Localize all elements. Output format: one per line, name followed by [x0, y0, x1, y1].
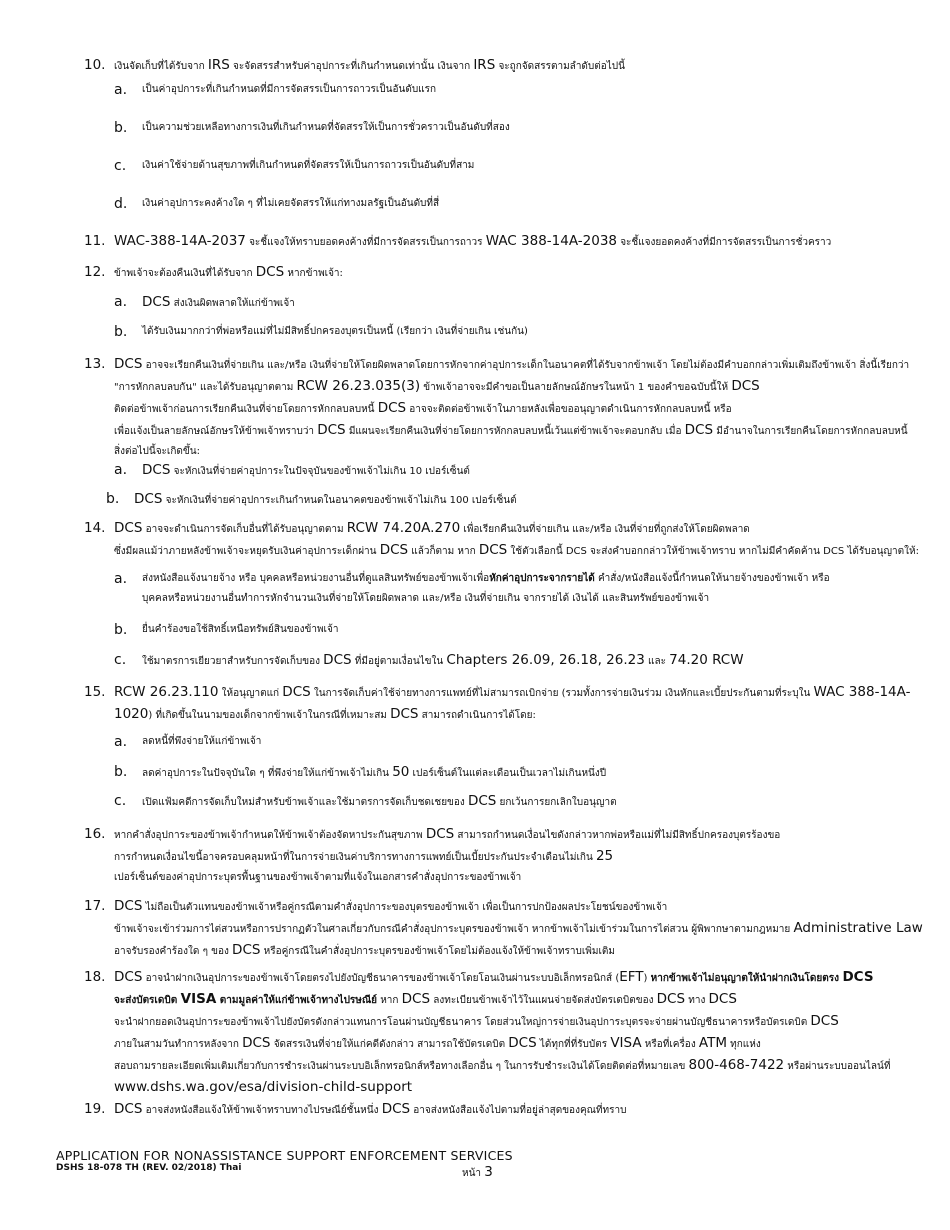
text-run: "การหักกลบลบกัน" และได้รับอนุญาตตาม [114, 382, 297, 393]
sub-item-body [142, 292, 904, 314]
text-run: จะถูกจัดสรรตามลำดับต่อไปนี้ [495, 61, 625, 72]
text-run: สามารถกำหนดเงื่อนไขดังกล่าวหากพ่อหรือแม่ที่ไม่มีสิทธิ์ปกครองบุตรร้องขอ [454, 830, 781, 841]
text-line [114, 1011, 904, 1033]
item-body [114, 1099, 904, 1121]
text-run: ในการจัดเก็บค่าใช้จ่ายทางการแพทย์ที่ไม่สามารถเบิกจ่าย (รวมทั้งการจ่ายเงินร่วม เงินหักและเบี้ยประกันตามที่ระบุใน [310, 688, 814, 699]
sub-item-body [142, 732, 904, 752]
text-run: หรือคู่กรณีในคำสั่งอุปการะบุตรของข้าพเจ้าโดยไม่ต้องแจ้งให้ข้าพเจ้าทราบเพิ่มเติม [260, 946, 615, 957]
text-run: หรือที่เครื่อง [641, 1039, 699, 1050]
latin-text-run: DCS [381, 1101, 411, 1117]
sub-item-body [142, 762, 904, 784]
item-10 [84, 55, 904, 77]
latin-text-run: DCS [142, 294, 171, 310]
text-run: ติดต่อข้าพเจ้าก่อนการเรียกคืนเงินที่จ่ายโดยการหักกลบลบหนี้ [114, 404, 378, 415]
text-line [142, 292, 904, 314]
text-run: ทุกแห่ง [726, 1039, 761, 1050]
text-line [142, 156, 904, 176]
sub-item [114, 569, 904, 609]
item-12 [84, 262, 904, 284]
latin-text-run: RCW 26.23.110 [114, 684, 219, 700]
sub-item [114, 791, 904, 813]
text-run: ภายในสามวันทำการหลังจาก [114, 1039, 243, 1050]
text-run: เงินค่าใช้จ่ายด้านสุขภาพที่เกินกำหนดที่จัดสรรให้เป็นการถาวรเป็นอันดับที่สาม [142, 160, 475, 171]
sub-item-letter: a. [114, 462, 128, 478]
sub-item-body [142, 118, 904, 138]
text-run: เป็นความช่วยเหลือทางการเงินที่เกินกำหนดที่จัดสรรให้เป็นการชั่วคราวเป็นอันดับที่สอง [142, 122, 510, 133]
latin-text-run: DCS [708, 991, 737, 1007]
sub-item-letter: c. [114, 652, 127, 668]
text-run: เปอร์เซ็นต์ในแต่ละเดือนเป็นเวลาไม่เกินหนึ่งปี [409, 768, 607, 779]
text-line [142, 589, 904, 609]
latin-text-run: DCS [425, 826, 455, 842]
latin-text-run: DCS [656, 991, 686, 1007]
text-run: คำสั่ง/หนังสือแจ้งนี้กำหนดให้นายจ้างของข้าพเจ้า หรือ [594, 573, 830, 584]
item-body [114, 824, 904, 888]
text-line [114, 682, 911, 704]
latin-text-run: DCS [114, 520, 143, 536]
text-run: อาจส่งหนังสือแจ้งไปตามที่อยู่ล่าสุดของคุณที่ทราบ [410, 1105, 627, 1116]
bold-text-run: หากข้าพเจ้าไม่อนุญาตให้นำฝากเงินโดยตรง [650, 973, 843, 984]
item-19 [84, 1099, 904, 1121]
latin-text-run: DCS [114, 898, 143, 914]
latin-text-run: IRS [207, 57, 230, 73]
latin-text-run: EFT [619, 969, 644, 985]
text-run: ลดค่าอุปการะในปัจจุบันใด ๆ ที่พึงจ่ายให้แก่ข้าพเจ้าไม่เกิน [142, 768, 393, 779]
text-run: ข้าพเจ้าจะเข้าร่วมการไต่สวนหรือการปรากฏตัวในศาลเกี่ยวกับกรณีคำสั่งอุปการะบุตรของข้าพเจ้า หากข้าพเจ้าไม่เข้าร่วมในการไต่สวน ผู้พิพากษาตามกฎหมาย [114, 924, 794, 935]
text-run: จะหักเงินที่จ่ายค่าอุปการะเกินกำหนดในอนาคตของข้าพเจ้าไม่เกิน 100 เปอร์เซ็นต์ [162, 495, 517, 506]
sub-item-letter: b. [114, 324, 128, 340]
text-run: อาจรับรองคำร้องใด ๆ ของ [114, 946, 233, 957]
text-run: ที่มีอยู่ตามเงื่อนไขใน [351, 656, 447, 667]
latin-text-run: RCW 26.23.035(3) [296, 378, 421, 394]
text-run: ) [643, 973, 651, 984]
text-run: ได้ทุกที่ที่รับบัตร [536, 1039, 611, 1050]
sub-item-letter: b. [114, 622, 128, 638]
text-line [142, 791, 904, 813]
item-11 [84, 231, 904, 253]
text-run: ลงทะเบียนข้าพเจ้าไว้ในแผนจ่ายจัดส่งบัตรเดบิตของ [430, 995, 657, 1006]
latin-text-run: DCS [114, 1101, 143, 1117]
latin-text-run: 50 [392, 764, 410, 780]
sub-item-letter: b. [114, 120, 128, 136]
latin-text-run: www.dshs.wa.gov/esa/division-child-support [114, 1079, 413, 1095]
item-body [114, 354, 910, 462]
text-run: เพื่อเรียกคืนเงินที่จ่ายเกิน และ/หรือ เงินที่จ่ายที่ถูกส่งให้โดยผิดพลาด [460, 524, 750, 535]
text-line [114, 420, 908, 442]
item-body [114, 682, 911, 726]
text-run: เป็นค่าอุปการะที่เกินกำหนดที่มีการจัดสรรเป็นการถาวรเป็นอันดับแรก [142, 84, 437, 95]
sub-item-letter: d. [114, 196, 128, 212]
text-run: หรือผ่านระบบออนไลน์ที่ [784, 1061, 891, 1072]
sub-item-letter: b. [106, 491, 120, 507]
item-number: 19. [84, 1101, 106, 1117]
text-line [114, 55, 904, 77]
item-number: 12. [84, 264, 106, 280]
text-line [142, 620, 904, 640]
item-number: 17. [84, 898, 106, 914]
latin-text-run: DCS [232, 942, 261, 958]
latin-text-run: WAC 388-14A- [813, 684, 911, 700]
latin-text-run: WAC-388-14A-2037 [114, 233, 246, 249]
text-line [142, 80, 904, 100]
bold-latin-text-run: DCS [842, 969, 874, 985]
text-run: มีอำนาจในการเรียกคืนโดยการหักกลบลบหนี้ [713, 426, 908, 437]
text-run: ทาง [685, 995, 709, 1006]
latin-text-run: DCS [467, 793, 497, 809]
latin-text-run: DCS [684, 422, 714, 438]
text-line [142, 569, 904, 589]
latin-text-run: DCS [508, 1035, 537, 1051]
item-body [114, 896, 923, 962]
text-run: อาจจะติดต่อข้าพเจ้าในภายหลังเพื่อขออนุญาตดำเนินการหักกลบลบหนี้ หรือ [406, 404, 732, 415]
form-number: DSHS 18-078 TH (REV. 02/2018) Thai [56, 1163, 242, 1173]
text-line [142, 650, 904, 672]
sub-item [114, 460, 904, 482]
sub-item [106, 489, 896, 511]
item-number: 13. [84, 356, 106, 372]
sub-item-letter: c. [114, 158, 127, 174]
latin-text-run: DCS [114, 969, 143, 985]
latin-text-run: DCS [390, 706, 419, 722]
text-line [142, 194, 904, 214]
text-line [114, 704, 904, 726]
sub-item [114, 762, 904, 784]
sub-item [114, 118, 904, 138]
item-17 [84, 896, 923, 962]
latin-text-run: DCS [255, 264, 285, 280]
sub-item [114, 156, 904, 176]
sub-item-letter: b. [114, 764, 128, 780]
latin-text-run: Administrative Law [793, 920, 923, 936]
sub-item [114, 322, 904, 342]
item-18 [84, 967, 904, 1099]
sub-item [114, 194, 904, 214]
text-line [142, 322, 904, 342]
text-line [114, 398, 904, 420]
text-line [114, 846, 904, 868]
text-run: จะนำฝากยอดเงินอุปการะของข้าพเจ้าไปยังบัตรดังกล่าวแทนการโอนผ่านบัญชีธนาคาร โดยส่วนใหญ่การจ่ายเงินอุปการะบุตรจะจ่ายผ่านบัญชีธนาคารหรือบัตรเดบิต [114, 1017, 811, 1028]
sub-item-letter: a. [114, 734, 128, 750]
sub-item-body [142, 156, 904, 176]
latin-text-run: DCS [377, 400, 407, 416]
latin-text-run: DCS [114, 356, 143, 372]
page-footer [56, 1148, 513, 1173]
text-run: เปอร์เซ็นต์ของค่าอุปการะบุตรพื้นฐานของข้าพเจ้าตามที่แจ้งในเอกสารคำสั่งอุปการะของข้าพเจ้า [114, 872, 522, 883]
form-title: APPLICATION FOR NONASSISTANCE SUPPORT ENFORCEMENT SERVICES [56, 1148, 513, 1163]
sub-item [114, 620, 904, 640]
item-body [114, 231, 904, 253]
item-body [114, 518, 919, 562]
text-run: หากข้าพเจ้า: [284, 268, 343, 279]
text-run: อาจจะเรียกคืนเงินที่จ่ายเกิน และ/หรือ เงินที่จ่ายให้โดยผิดพลาดโดยการหักจากค่าอุปการะเด็กในอนาคตที่ได้รับจากข้าพเจ้า โดยไม่ต้องมีคำบอกกล่าวเพิ่มเติมถึงข้าพเจ้า สิ่งนี้เรียกว่า [142, 360, 910, 371]
latin-text-run: ATM [698, 1035, 727, 1051]
latin-text-run: WAC 388-14A-2038 [485, 233, 618, 249]
sub-item-letter: a. [114, 571, 128, 587]
text-run: ยื่นคำร้องขอใช้สิทธิ์เหนือทรัพย์สินของข้าพเจ้า [142, 624, 339, 635]
text-line [114, 540, 919, 562]
text-run: สิ่งต่อไปนี้จะเกิดขึ้น: [114, 446, 200, 457]
text-line [114, 824, 904, 846]
latin-text-run: DCS [142, 462, 171, 478]
sub-item-body [142, 80, 904, 100]
latin-text-run: DCS [242, 1035, 271, 1051]
text-run: ) ที่เกิดขึ้นในนามของเด็กจากข้าพเจ้าในกรณีที่เหมาะสม [148, 710, 391, 721]
sub-item-letter: a. [114, 294, 128, 310]
latin-text-run: DCS [401, 991, 431, 1007]
text-line [114, 918, 923, 940]
text-line [142, 762, 904, 784]
latin-text-run: IRS [473, 57, 496, 73]
sub-item [114, 292, 904, 314]
text-line [142, 732, 904, 752]
text-run: เงินจัดเก็บที่ได้รับจาก [114, 61, 208, 72]
text-run: แล้วก็ตาม หาก [408, 546, 479, 557]
item-body [114, 262, 904, 284]
text-run: ใช้มาตรการเยียวยาสำหรับการจัดเก็บของ [142, 656, 324, 667]
latin-text-run: DCS [282, 684, 311, 700]
text-line [114, 231, 904, 253]
text-run: สอบถามรายละเอียดเพิ่มเติมเกี่ยวกับการชำระเงินผ่านระบบอิเล็กทรอนิกส์หรือทางเลือกอื่น ๆ ในการรับชำระเงินได้โดยติดต่อที่หมายเลข [114, 1061, 689, 1072]
text-run: การกำหนดเงื่อนไขนี้อาจครอบคลุมหน้าที่ในการจ่ายเงินค่าบริการทางการแพทย์เป็นเบี้ยประกันประจำเดือนไม่เกิน [114, 852, 596, 863]
text-run: ข้าพเจ้าจะต้องคืนเงินที่ได้รับจาก [114, 268, 256, 279]
text-run: จะชี้แจงยอดคงค้างที่มีการจัดสรรเป็นการชั่วคราว [617, 237, 832, 248]
text-run: ส่งหนังสือแจ้งนายจ้าง หรือ บุคคลหรือหน่วยงานอื่นที่ดูแลสินทรัพย์ของข้าพเจ้าเพื่อ [142, 573, 490, 584]
text-line [114, 989, 904, 1011]
item-14 [84, 518, 919, 562]
text-line [114, 376, 904, 398]
latin-text-run: 1020 [114, 706, 149, 722]
item-15 [84, 682, 911, 726]
sub-item-body [142, 650, 904, 672]
text-run: อาจส่งหนังสือแจ้งให้ข้าพเจ้าทราบทางไปรษณีย์ชั้นหนึ่ง [142, 1105, 382, 1116]
text-run: สามารถดำเนินการได้โดย: [418, 710, 536, 721]
text-run: จะชี้แจงให้ทราบยอดคงค้างที่มีการจัดสรรเป็นการถาวร [245, 237, 486, 248]
text-line [114, 262, 904, 284]
item-body [114, 967, 904, 1099]
item-13 [84, 354, 910, 462]
sub-item-body [142, 194, 904, 214]
latin-text-run: DCS [379, 542, 409, 558]
latin-text-run: RCW 74.20A.270 [346, 520, 461, 536]
text-run: หาก [377, 995, 402, 1006]
sub-item [114, 732, 904, 752]
text-line [114, 518, 904, 540]
latin-text-run: DCS [478, 542, 508, 558]
page-number [462, 1164, 493, 1181]
page-label: หน้า [462, 1168, 482, 1179]
item-number: 15. [84, 684, 106, 700]
item-number: 18. [84, 969, 106, 985]
latin-text-run: DCS [317, 422, 346, 438]
item-number: 10. [84, 57, 106, 73]
sub-item-letter: a. [114, 82, 128, 98]
text-line [114, 1099, 904, 1121]
latin-text-run: DCS [731, 378, 760, 394]
text-run: ใช้ตัวเลือกนี้ DCS จะส่งคำบอกกล่าวให้ข้าพเจ้าทราบ หากไม่มีคำคัดค้าน DCS ได้รับอนุญาตให้: [507, 546, 919, 557]
item-number: 14. [84, 520, 106, 536]
text-run: ยกเว้นการยกเลิกใบอนุญาต [496, 797, 617, 808]
sub-item-body [142, 791, 904, 813]
sub-item-body [142, 460, 904, 482]
latin-text-run: VISA [610, 1035, 642, 1051]
text-run: เพื่อแจ้งเป็นลายลักษณ์อักษรให้ข้าพเจ้าทราบว่า [114, 426, 318, 437]
bold-latin-text-run: VISA [180, 991, 217, 1007]
text-line [114, 868, 904, 888]
text-run: จะจัดสรรสำหรับค่าอุปการะที่เกินกำหนดเท่านั้น เงินจาก [229, 61, 474, 72]
text-line [142, 460, 904, 482]
text-run: และ [644, 656, 670, 667]
text-line [114, 967, 904, 989]
item-body [114, 55, 904, 77]
bold-text-run: หักค่าอุปการะจากรายได้ [489, 573, 595, 584]
text-line [142, 118, 904, 138]
text-run: จัดสรรเงินที่จ่ายให้แก่คดีดังกล่าว สามารถใช้บัตรเดบิต [270, 1039, 509, 1050]
text-line [114, 1055, 904, 1077]
item-16 [84, 824, 904, 888]
text-run: จะหักเงินที่จ่ายค่าอุปการะในปัจจุบันของข้าพเจ้าไม่เกิน 10 เปอร์เซ็นต์ [170, 466, 470, 477]
text-run: อาจนำฝากเงินอุปการะของข้าพเจ้าโดยตรงไปยังบัญชีธนาคารของข้าพเจ้าโดยโอนเงินผ่านระบบอิเล็กทรอนิกส์ ( [142, 973, 620, 984]
text-line [114, 442, 904, 462]
latin-text-run: 74.20 RCW [669, 652, 744, 668]
item-number: 16. [84, 826, 106, 842]
bold-text-run: จะส่งบัตรเดบิต [114, 995, 181, 1006]
page-number-value: 3 [484, 1164, 493, 1180]
text-run: อาจจะดำเนินการจัดเก็บอื่นที่ได้รับอนุญาตตาม [142, 524, 347, 535]
text-line [134, 489, 896, 511]
text-run: ข้าพเจ้าอาจจะมีคำขอเป็นลายลักษณ์อักษรในหน้า 1 ของคำขอฉบับนี้ให้ [420, 382, 732, 393]
latin-text-run: DCS [323, 652, 352, 668]
text-run: มีแผนจะเรียกคืนเงินที่จ่ายโดยการหักกลบลบหนี้เว้นแต่ข้าพเจ้าจะตอบกลับ เมื่อ [345, 426, 685, 437]
latin-text-run: DCS [810, 1013, 839, 1029]
bold-text-run: ตามมูลค่าให้แก่ข้าพเจ้าทางไปรษณีย์ [216, 995, 378, 1006]
latin-text-run: DCS [134, 491, 163, 507]
text-line [114, 940, 904, 962]
text-run: ส่งเงินผิดพลาดให้แก่ข้าพเจ้า [170, 298, 295, 309]
latin-text-run: 25 [595, 848, 614, 864]
text-run: ไม่ถือเป็นตัวแทนของข้าพเจ้าหรือคู่กรณีตามคำสั่งอุปการะของบุตรของข้าพเจ้า เพื่อเป็นการปกป้องผลประโยชน์ของข้าพเจ้า [142, 902, 668, 913]
text-run: ลดหนี้ที่พึงจ่ายให้แก่ข้าพเจ้า [142, 736, 262, 747]
text-line [114, 896, 904, 918]
text-run: หากคำสั่งอุปการะของข้าพเจ้ากำหนดให้ข้าพเจ้าต้องจัดหาประกันสุขภาพ [114, 830, 426, 841]
text-line [114, 1033, 904, 1055]
text-run: เงินค่าอุปการะคงค้างใด ๆ ที่ไม่เคยจัดสรรให้แก่ทางมลรัฐเป็นอันดับที่สี่ [142, 198, 440, 209]
text-line [114, 1077, 904, 1099]
text-run: ได้รับเงินมากกว่าที่พ่อหรือแม่ที่ไม่มีสิทธิ์ปกครองบุตรเป็นหนี้ (เรียกว่า เงินที่จ่ายเกิน เช่นกัน) [142, 326, 528, 337]
text-run: ซึ่งมีผลแม้ว่าภายหลังข้าพเจ้าจะหยุดรับเงินค่าอุปการะเด็กผ่าน [114, 546, 380, 557]
text-run: ให้อนุญาตแก่ [218, 688, 283, 699]
sub-item-body [142, 620, 904, 640]
latin-text-run: 800-468-7422 [688, 1057, 785, 1073]
text-line [114, 354, 910, 376]
text-run: บุคคลหรือหน่วยงานอื่นทำการหักจำนวนเงินที่จ่ายให้โดยผิดพลาด และ/หรือ เงินที่จ่ายเกิน จากรายได้ เงินได้ และสินทรัพย์ของข้าพเจ้า [142, 593, 710, 604]
sub-item-body [142, 569, 904, 609]
item-number: 11. [84, 233, 106, 249]
sub-item [114, 650, 904, 672]
sub-item-letter: c. [114, 793, 127, 809]
sub-item-body [142, 322, 904, 342]
text-run: เปิดแฟ้มคดีการจัดเก็บใหม่สำหรับข้าพเจ้าและใช้มาตรการจัดเก็บชดเชยของ [142, 797, 468, 808]
sub-item [114, 80, 904, 100]
latin-text-run: Chapters 26.09, 26.18, 26.23 [446, 652, 645, 668]
sub-item-body [134, 489, 896, 511]
